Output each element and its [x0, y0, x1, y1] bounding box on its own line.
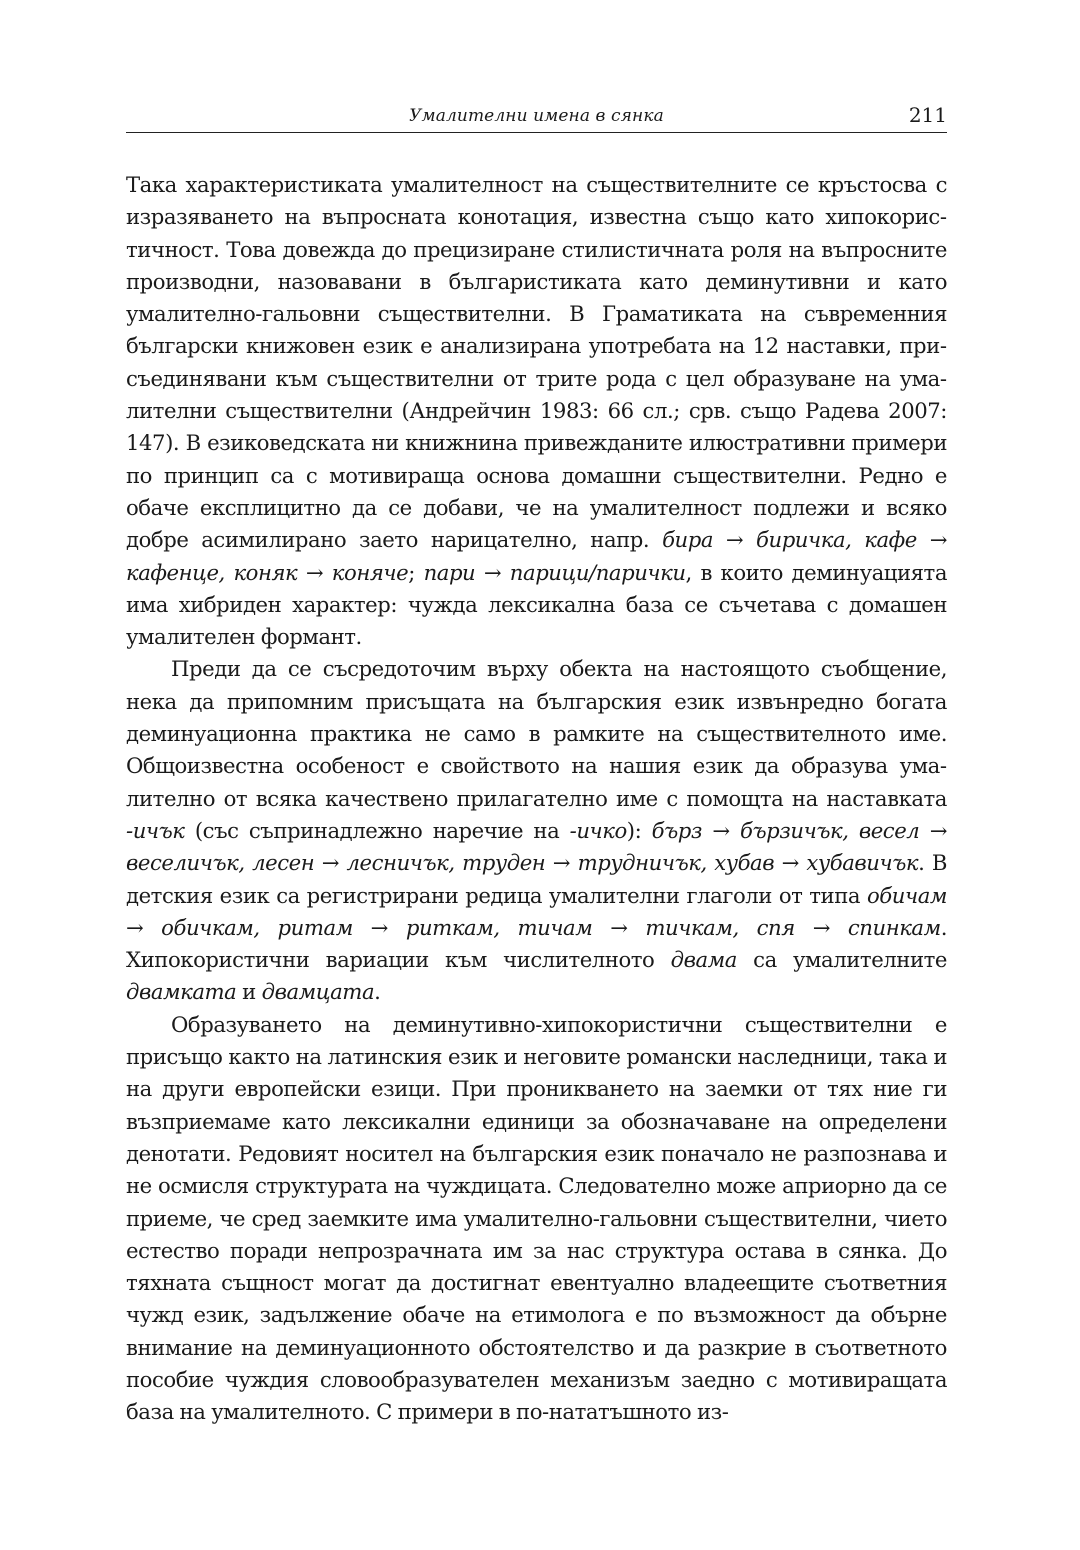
- text-run: . В детския език са регистрирани редица умалителни глаголи от типа: [126, 850, 947, 908]
- text-run: Образуването на деминутивно-хипокористични съществителни е присъщо както на латинския език и неговите романски наследници, така и на други европейски езици. При проникването на заемки от тях ние ги възприемаме като лексикални единици за обозначаване на определени денотати. Редовият носител на българския език поначало не разпознава и не осмисля структурата на чуждицата. Следователно може априорно да се приеме, че сред заемките има умалително-гальовни съществителни, чието естество поради непрозрачната им за нас структура остава в сянка. До тяхната същност могат да достигнат евентуално владеещите съответния чужд език, задължение обаче на етимолога е по възможност да обърне внимание на деминуационното обстоятелство и да разкрие в съответното пособие чуждия словообразувателен механизъм заедно с мотивиращата база на умалителното. С примери в по-нататъшното из-: [126, 1011, 947, 1425]
- italic-example: пари → парици/парички: [423, 559, 686, 585]
- book-page: [126, 100, 947, 1429]
- italic-example: -ичко: [569, 817, 627, 843]
- paragraph-1: [126, 169, 947, 653]
- italic-example: двамцата: [261, 979, 375, 1005]
- text-run: . Хипокористични вариации към числителното: [126, 914, 947, 973]
- text-run: (със съпринадлежно наречие на: [184, 817, 570, 843]
- italic-example: двама: [670, 947, 737, 973]
- italic-example: бърз → бързичък, весел → веселичък, лесен → лесничък, труден → трудничък, хубав → хубавичък: [126, 817, 947, 876]
- text-run: са умалителните: [736, 947, 947, 973]
- text-run: Преди да се съсредоточим върху обекта на настоящото съобщение, нека да припомним присъщата на българския език извънредно богата деминуационна практика не само в рамките на съществителното име. Общоизвестна особеност е свойството на нашия език да образува умалително от всяка качествено прилагателно име с помощта на наставката: [126, 656, 947, 811]
- italic-example: бира → биричка, кафе → кафенце, коняк → коняче: [126, 527, 948, 585]
- italic-example: двамката: [126, 979, 237, 1005]
- text-run: и: [236, 979, 262, 1005]
- italic-example: обичам → обичкам, ритам → риткам, тичам → тичкам, спя → спинкам: [126, 882, 947, 940]
- paragraph-3: [126, 1009, 947, 1429]
- italic-example: -ичък: [126, 817, 185, 843]
- running-title: Умалителни имена в сянка: [409, 106, 664, 126]
- text-run: .: [374, 979, 381, 1005]
- text-run: , в които деминуацията има хибриден характер: чужда лексикална база се съчетава с домашен умалителен формант.: [126, 559, 948, 650]
- body-text: [126, 169, 947, 1429]
- page-number: 211: [908, 103, 947, 127]
- text-run: Така характеристиката умалителност на съществителните се кръстосва с изразяването на въпросната конотация, известна също като хипокористичност. Това довежда до прецизиране стилистичната роля на въпросните производни, назовавани в българистиката като деминутивни и като умалително-гальовни съществителни. В Граматиката на съвременния български книжовен език е анализирана употребата на 12 наставки, присъединявани към съществителни от трите рода с цел образуване на умалителни съществителни (Андрейчин 1983: 66 сл.; срв. също Радева 2007: 147). В езиковедската ни книжнина привежданите илюстративни примери по принцип са с мотивираща основа домашни съществителни. Редно е обаче експлицитно да се добави, че на умалителност подлежи и всяко добре асимилирано заето нарицателно, напр.: [126, 172, 947, 553]
- paragraph-2: [126, 653, 947, 1008]
- text-run: ;: [408, 559, 424, 585]
- running-header: [126, 100, 947, 133]
- text-run: ):: [626, 817, 652, 843]
